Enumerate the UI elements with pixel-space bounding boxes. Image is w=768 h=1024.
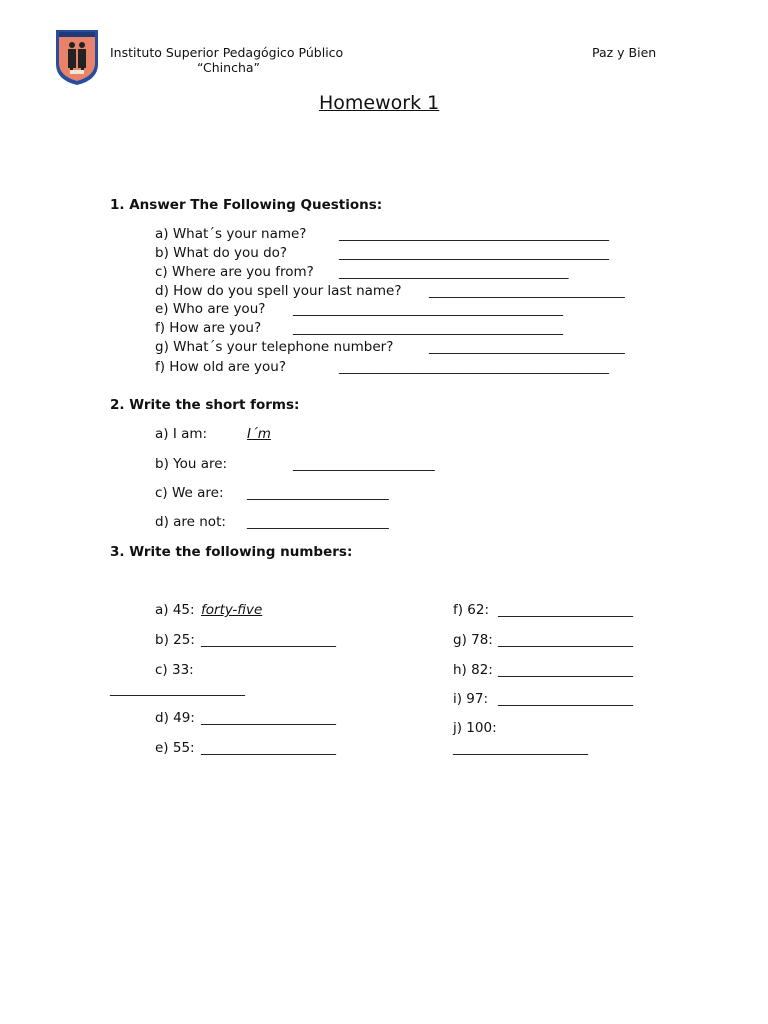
- number-label: h) 82:: [453, 662, 493, 678]
- number-label: j) 100:: [453, 720, 497, 736]
- section-1-heading: 1. Answer The Following Questions:: [110, 197, 383, 213]
- section-2-heading: 2. Write the short forms:: [110, 397, 300, 413]
- question-label: c) Where are you from?: [155, 264, 314, 280]
- short-form-label: a) I am:: [155, 426, 208, 442]
- answer-blank[interactable]: ____________________: [453, 740, 588, 756]
- institute-city: “Chincha”: [197, 60, 261, 75]
- answer-blank[interactable]: ____________________: [498, 632, 633, 648]
- number-label: f) 62:: [453, 602, 490, 618]
- question-label: e) Who are you?: [155, 301, 266, 317]
- number-label: i) 97:: [453, 691, 489, 707]
- question-label: f) How are you?: [155, 320, 262, 336]
- number-label: c) 33:: [155, 662, 194, 678]
- answer-blank[interactable]: _____________________________: [429, 283, 625, 299]
- answer-blank[interactable]: _____________________: [247, 485, 389, 501]
- question-label: d) How do you spell your last name?: [155, 283, 402, 299]
- answer-blank[interactable]: ________________________________________: [293, 320, 563, 336]
- question-label: g) What´s your telephone number?: [155, 339, 394, 355]
- question-label: f) How old are you?: [155, 359, 287, 375]
- answer-blank[interactable]: ____________________: [201, 632, 336, 648]
- answer-blank[interactable]: ________________________________________: [339, 359, 609, 375]
- answer-blank[interactable]: ____________________: [201, 740, 336, 756]
- short-form-label: d) are not:: [155, 514, 226, 530]
- motto: Paz y Bien: [592, 45, 657, 60]
- answer-blank[interactable]: ____________________: [110, 681, 245, 697]
- answer-blank[interactable]: _____________________: [247, 514, 389, 530]
- question-label: b) What do you do?: [155, 245, 288, 261]
- short-form-label: b) You are:: [155, 456, 228, 472]
- answer-blank[interactable]: ____________________: [498, 662, 633, 678]
- institute-name: Instituto Superior Pedagógico Público: [110, 45, 344, 60]
- example-answer: forty-five: [201, 602, 263, 618]
- answer-blank[interactable]: _____________________: [293, 456, 435, 472]
- example-answer: I´m: [247, 426, 271, 442]
- number-label: g) 78:: [453, 632, 493, 648]
- answer-blank[interactable]: ________________________________________: [339, 245, 609, 261]
- section-3-heading: 3. Write the following numbers:: [110, 544, 353, 560]
- question-label: a) What´s your name?: [155, 226, 307, 242]
- number-label: d) 49:: [155, 710, 195, 726]
- number-label: e) 55:: [155, 740, 195, 756]
- answer-blank[interactable]: ________________________________________: [339, 226, 609, 242]
- number-label: a) 45:: [155, 602, 195, 618]
- page-title: Homework 1: [319, 92, 440, 114]
- answer-blank[interactable]: ____________________: [201, 710, 336, 726]
- answer-blank[interactable]: __________________________________: [339, 264, 569, 280]
- answer-blank[interactable]: ____________________: [498, 691, 633, 707]
- answer-blank[interactable]: ____________________: [498, 602, 633, 618]
- number-label: b) 25:: [155, 632, 195, 648]
- answer-blank[interactable]: ________________________________________: [293, 301, 563, 317]
- short-form-label: c) We are:: [155, 485, 224, 501]
- answer-blank[interactable]: _____________________________: [429, 339, 625, 355]
- school-crest-icon: [54, 28, 100, 86]
